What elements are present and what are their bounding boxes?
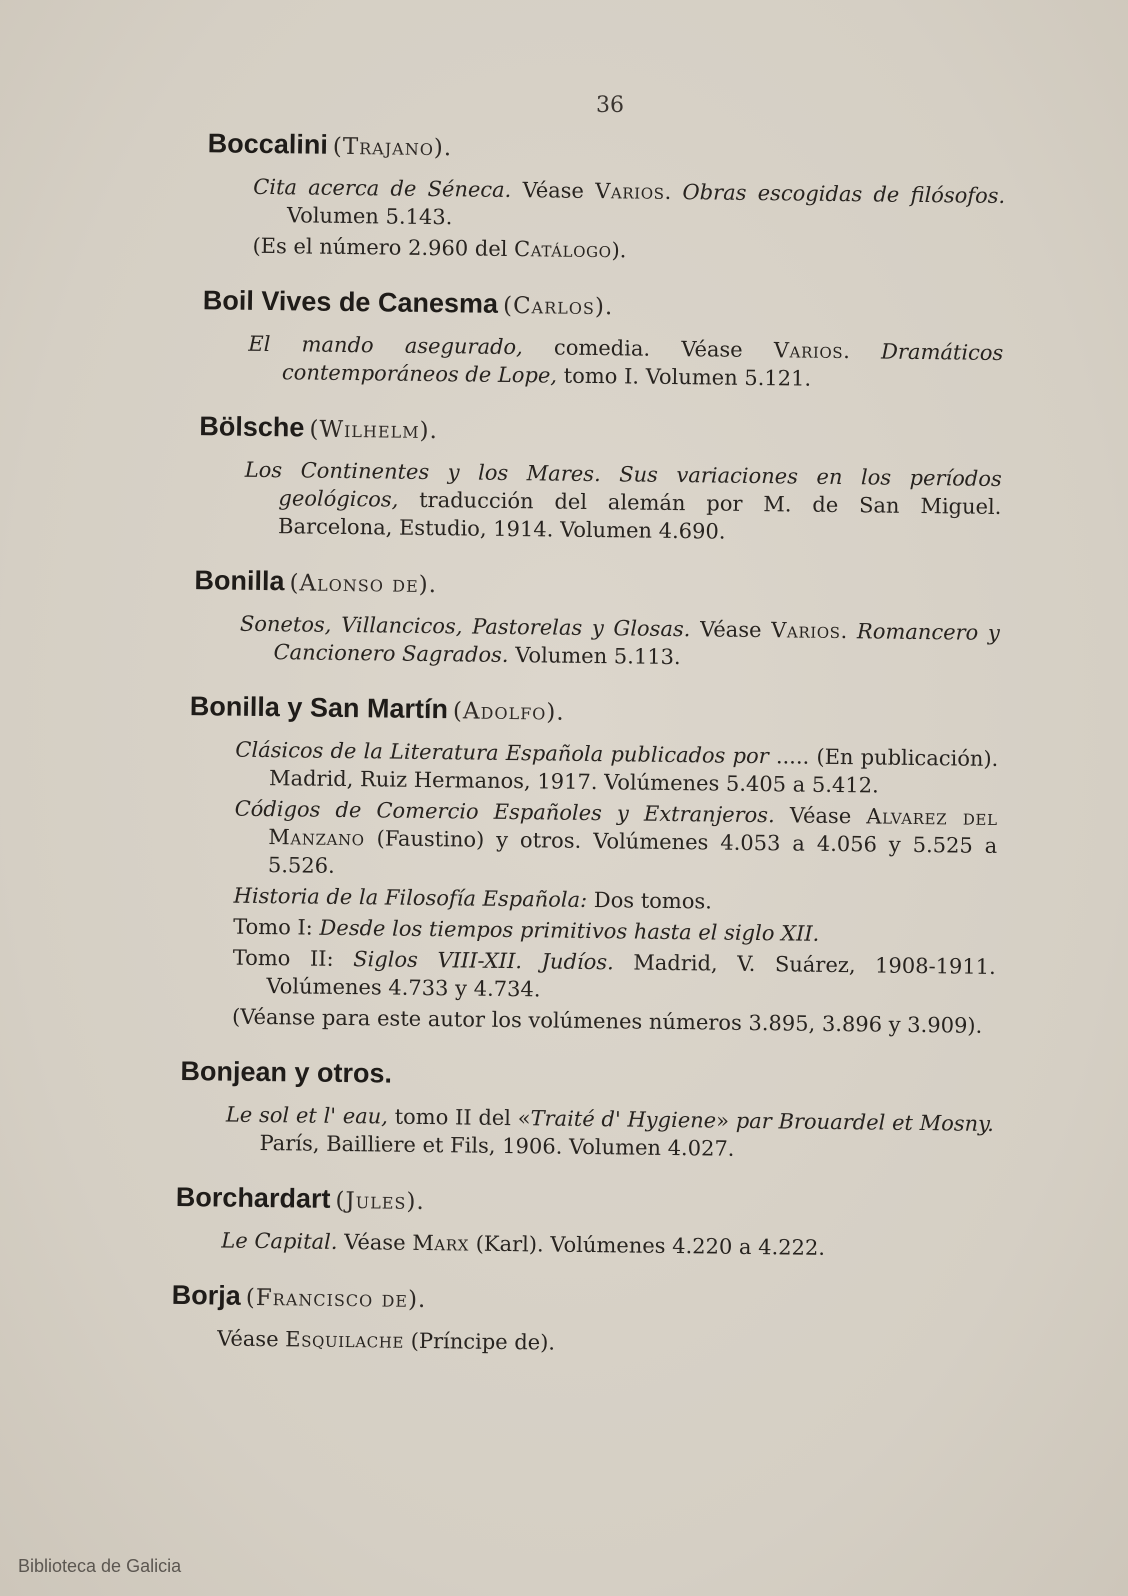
reference-text: traducción del alemán por M. de San Miguel. Barcelona, Estudio, 1914. Volumen 4.690. bbox=[277, 487, 1002, 544]
reference-text: Volumen 5.113. bbox=[508, 642, 681, 670]
entry-reference bbox=[186, 1002, 995, 1040]
catalog-entry bbox=[202, 283, 1004, 395]
title-text: Historia de la Filosofía Española: bbox=[233, 883, 588, 912]
entry-heading bbox=[180, 1054, 994, 1102]
reference-text: » bbox=[716, 1108, 736, 1133]
title-text: Sonetos, Villancicos, Pastorelas y Glosas. bbox=[239, 611, 691, 642]
reference-text: Véase bbox=[217, 1326, 286, 1352]
entry-reference bbox=[206, 231, 1004, 269]
reference-text: ..... (En publicación). Madrid, Ruiz Hermanos, 1917. Volúmenes 5.405 a 5.412. bbox=[268, 744, 999, 798]
reference-text: . bbox=[840, 619, 858, 644]
author-given-name: (Adolfo). bbox=[452, 698, 565, 726]
library-watermark: Biblioteca de Galicia bbox=[18, 1556, 182, 1576]
title-text: Le sol et l' eau, bbox=[225, 1102, 389, 1129]
title-text: par Brouardel et Mosny. bbox=[735, 1108, 995, 1136]
reference-text: ). bbox=[611, 238, 627, 263]
title-text: Romancero y Cancionero Sagrados. bbox=[273, 619, 1001, 667]
catalog-entry bbox=[171, 1278, 992, 1362]
catalog-entry bbox=[198, 409, 1003, 549]
entry-reference bbox=[202, 329, 1004, 395]
author-given-name: (Francisco de). bbox=[245, 1284, 427, 1314]
reference-text: (Véanse para este autor los volúmenes números 3.895, 3.896 y 3.909). bbox=[231, 1004, 983, 1038]
author-name: Bölsche bbox=[199, 411, 305, 443]
entry-reference bbox=[193, 609, 1000, 675]
title-text: Los Continentes y los Mares. Sus variaciones en los períodos geológicos, bbox=[244, 457, 1002, 512]
reference-text: tomo I. Volumen 5.121. bbox=[556, 363, 812, 391]
author-given-name: (Trajano). bbox=[332, 133, 453, 162]
catalog-entries bbox=[171, 126, 1006, 1386]
catalog-entry bbox=[193, 563, 1000, 675]
entry-reference bbox=[171, 1324, 991, 1362]
title-text: Clásicos de la Literatura Española publicados por bbox=[235, 737, 769, 769]
reference-text: (Es el número 2.960 del bbox=[252, 233, 515, 262]
title-text: Siglos VIII-XII. Judíos. bbox=[353, 947, 614, 975]
title-text: Dramáticos contemporáneos de Lope, bbox=[281, 339, 1004, 388]
author-given-name: (Wilhelm). bbox=[309, 416, 439, 445]
catalog-entry bbox=[179, 1054, 994, 1166]
reference-text: Tomo I: bbox=[233, 914, 320, 940]
author-name: Boccalini bbox=[207, 128, 329, 160]
reference-text: Tomo II: bbox=[232, 945, 354, 972]
reference-text: tomo II del « bbox=[387, 1104, 531, 1131]
catalog-entry bbox=[206, 126, 1006, 269]
author-name: Borja bbox=[171, 1279, 241, 1311]
entry-reference bbox=[175, 1226, 992, 1264]
catalog-entry bbox=[186, 689, 999, 1040]
entry-reference bbox=[189, 735, 999, 801]
reference-text: Madrid, V. Suárez, 1908-1911. Volúmenes 4.733 y 4.734. bbox=[266, 950, 996, 1002]
title-text: Desde los tiempos primitivos hasta el siglo XII. bbox=[319, 915, 820, 946]
entry-heading bbox=[171, 1278, 991, 1326]
cross-reference: Esquilache bbox=[285, 1327, 405, 1353]
author-name: Bonjean y otros. bbox=[180, 1056, 393, 1089]
reference-text: comedia. Véase bbox=[522, 335, 775, 363]
title-text: Le Capital. bbox=[221, 1228, 338, 1254]
reference-text: Véase bbox=[522, 178, 596, 204]
author-name: Bonilla y San Martín bbox=[189, 691, 449, 725]
page-number: 36 bbox=[596, 93, 624, 118]
author-given-name: (Carlos). bbox=[502, 292, 614, 321]
entry-reference bbox=[198, 455, 1002, 549]
catalog-entry bbox=[175, 1180, 993, 1264]
reference-text: (Príncipe de). bbox=[403, 1328, 556, 1355]
cross-reference: Alvarez del Manzano bbox=[268, 804, 998, 851]
cross-reference: Marx bbox=[412, 1230, 470, 1256]
reference-text: Véase bbox=[774, 803, 867, 829]
cross-reference: Varios bbox=[773, 338, 844, 364]
entry-heading bbox=[199, 409, 1002, 457]
author-name: Borchardart bbox=[175, 1181, 331, 1214]
title-text: El mando asegurado, bbox=[248, 331, 523, 360]
entry-heading bbox=[194, 563, 1000, 611]
title-text: Cita acerca de Séneca. bbox=[253, 174, 523, 203]
reference-text: Dos tomos. bbox=[587, 887, 713, 914]
reference-text: (Faustino) y otros. Volúmenes 4.053 a 4.056 y 5.525 a 5.526. bbox=[267, 826, 998, 878]
cross-reference: Varios bbox=[595, 179, 665, 204]
author-name: Boil Vives de Canesma bbox=[202, 285, 499, 319]
reference-text: París, Bailliere et Fils, 1906. Volumen 4.027. bbox=[259, 1130, 735, 1161]
reference-text: Volumen 5.143. bbox=[286, 203, 453, 230]
cross-reference: Varios bbox=[771, 618, 841, 644]
author-name: Bonilla bbox=[194, 565, 285, 597]
reference-text: Véase bbox=[337, 1229, 413, 1255]
entry-reference bbox=[179, 1100, 994, 1166]
entry-heading bbox=[203, 283, 1004, 331]
entry-heading bbox=[176, 1180, 993, 1228]
reference-text: . bbox=[664, 179, 683, 205]
title-text: Obras escogidas de filósofos. bbox=[682, 180, 1006, 209]
reference-text: . bbox=[843, 339, 882, 364]
entry-heading bbox=[190, 689, 999, 737]
title-text: Códigos de Comercio Españoles y Extranjeros. bbox=[234, 796, 775, 828]
author-given-name: (Jules). bbox=[335, 1187, 425, 1215]
reference-text: (Karl). Volúmenes 4.220 a 4.222. bbox=[468, 1231, 826, 1260]
author-given-name: (Alonso de). bbox=[289, 570, 438, 599]
entry-reference bbox=[186, 943, 996, 1009]
entry-heading bbox=[208, 126, 1006, 174]
entry-reference bbox=[207, 172, 1006, 238]
reference-text: Véase bbox=[690, 617, 772, 643]
title-text: Traité d' Hygiene bbox=[530, 1106, 717, 1133]
entry-reference bbox=[188, 794, 998, 888]
cross-reference: Catálogo bbox=[513, 237, 612, 263]
